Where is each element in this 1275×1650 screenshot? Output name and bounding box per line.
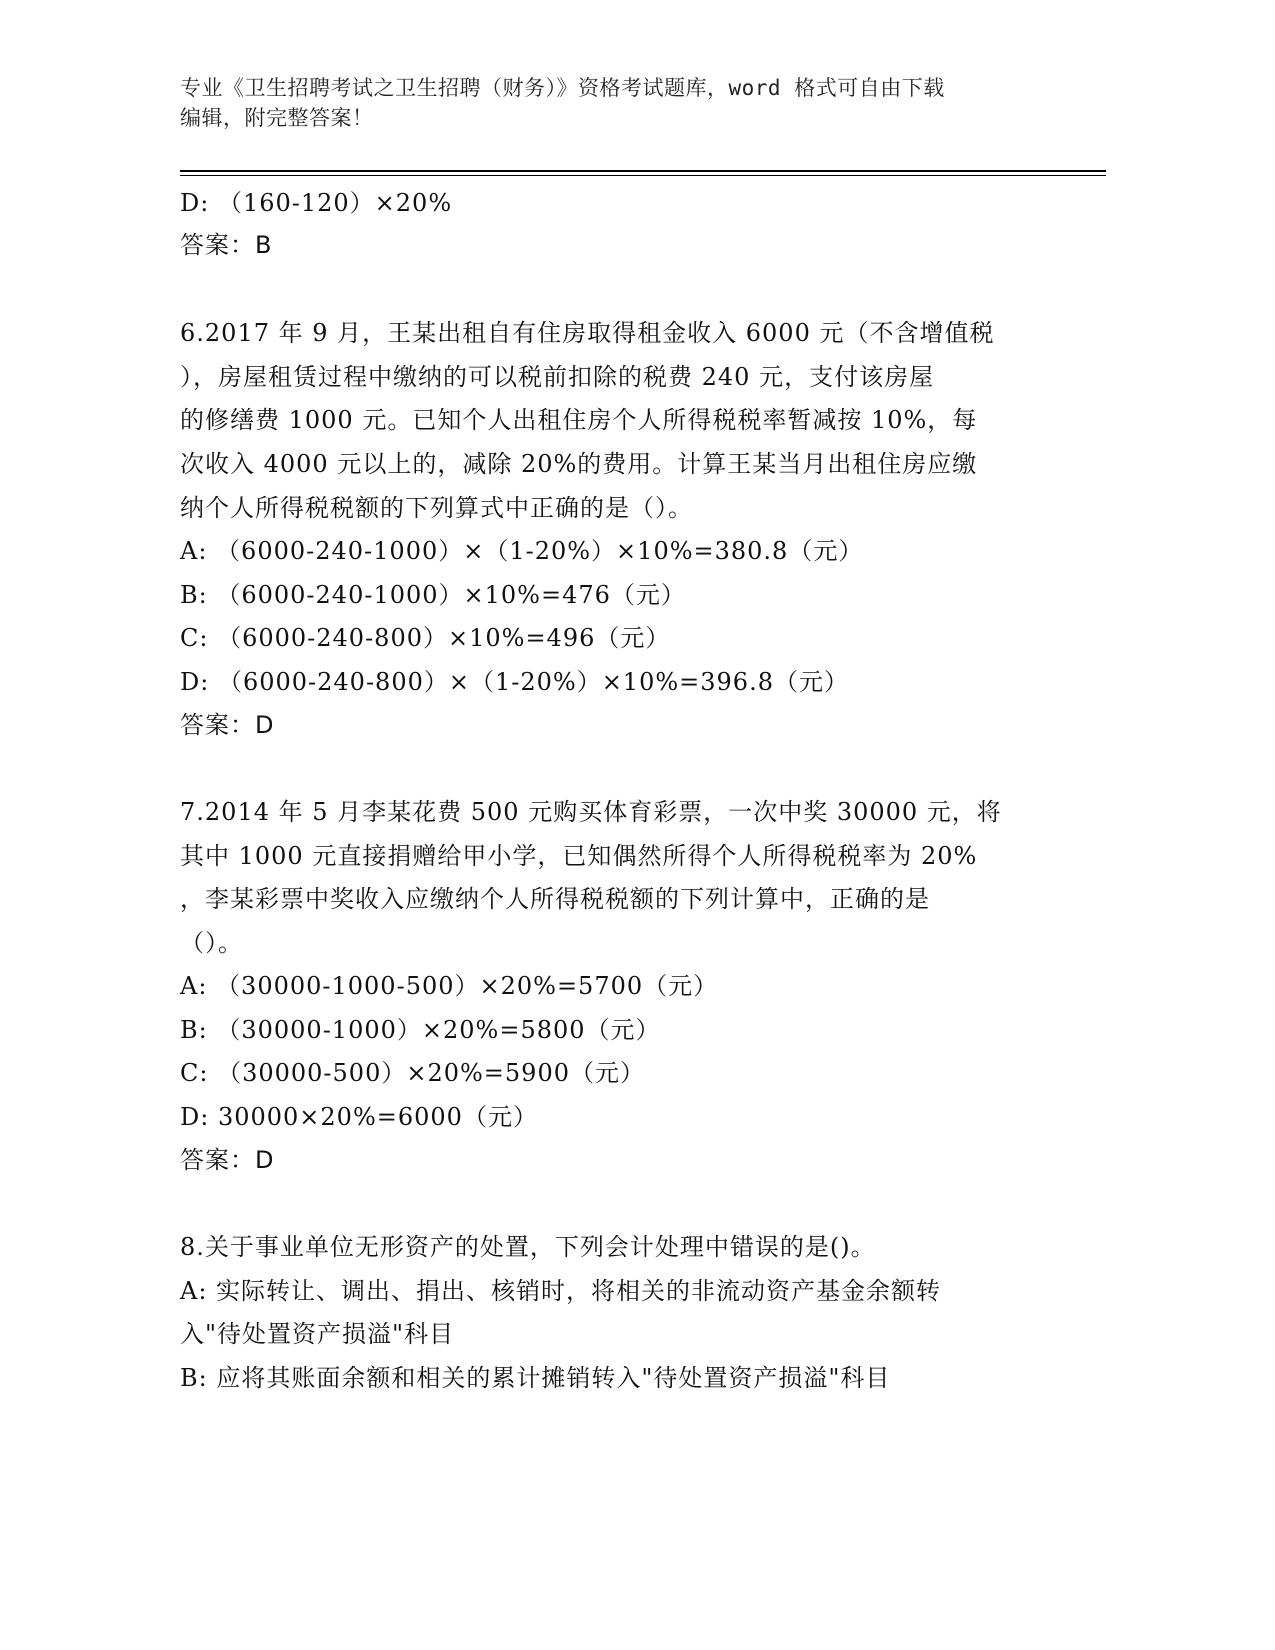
question-stem: 的修缮费 1000 元。已知个人出租住房个人所得税税率暂减按 10%，每 [180,406,978,434]
option: C: （6000-240-800）×10%=496（元） [180,624,671,652]
answer: 答案：B [180,231,273,259]
question-stem: 8.关于事业单位无形资产的处置，下列会计处理中错误的是()。 [180,1233,876,1261]
option: A: （30000-1000-500）×20%=5700（元） [180,972,719,1000]
option: A: 实际转让、调出、捐出、核销时，将相关的非流动资产基金余额转 [180,1277,942,1305]
question-stem: ），房屋租赁过程中缴纳的可以税前扣除的税费 240 元，支付该房屋 [180,363,935,391]
option: A: （6000-240-1000）×（1-20%）×10%=380.8（元） [180,537,864,565]
question-stem: ，李某彩票中奖收入应缴纳个人所得税税额的下列计算中，正确的是 [180,885,930,913]
question-stem: 7.2014 年 5 月李某花费 500 元购买体育彩票，一次中奖 30000 元，将 [180,798,1002,826]
answer: 答案：D [180,1146,275,1174]
divider [180,175,1106,176]
option: C: （30000-500）×20%=5900（元） [180,1059,645,1087]
question-stem: 6.2017 年 9 月，王某出租自有住房取得租金收入 6000 元（不含增值税 [180,319,995,347]
question-stem: 次收入 4000 元以上的，减除 20%的费用。计算王某当月出租住房应缴 [180,450,978,478]
option: B: （6000-240-1000）×10%=476（元） [180,581,686,609]
option: D: （6000-240-800）×（1-20%）×10%=396.8（元） [180,668,849,696]
option: B: 应将其账面余额和相关的累计摊销转入"待处置资产损溢"科目 [180,1364,891,1392]
question-stem: 纳个人所得税税额的下列算式中正确的是（）。 [180,494,693,522]
option: 入"待处置资产损溢"科目 [180,1320,455,1348]
question-stem: 其中 1000 元直接捐赠给甲小学，已知偶然所得个人所得税税率为 20% [180,842,978,870]
option: D: （160-120）×20% [180,189,453,217]
option: D: 30000×20%=6000（元） [180,1103,538,1131]
header-line: 专业《卫生招聘考试之卫生招聘（财务）》资格考试题库，word 格式可自由下载 [180,76,945,100]
answer: 答案：D [180,711,275,739]
divider [180,170,1106,172]
header-line: 编辑，附完整答案！ [180,106,374,130]
question-stem: （）。 [180,929,243,957]
option: B: （30000-1000）×20%=5800（元） [180,1016,661,1044]
